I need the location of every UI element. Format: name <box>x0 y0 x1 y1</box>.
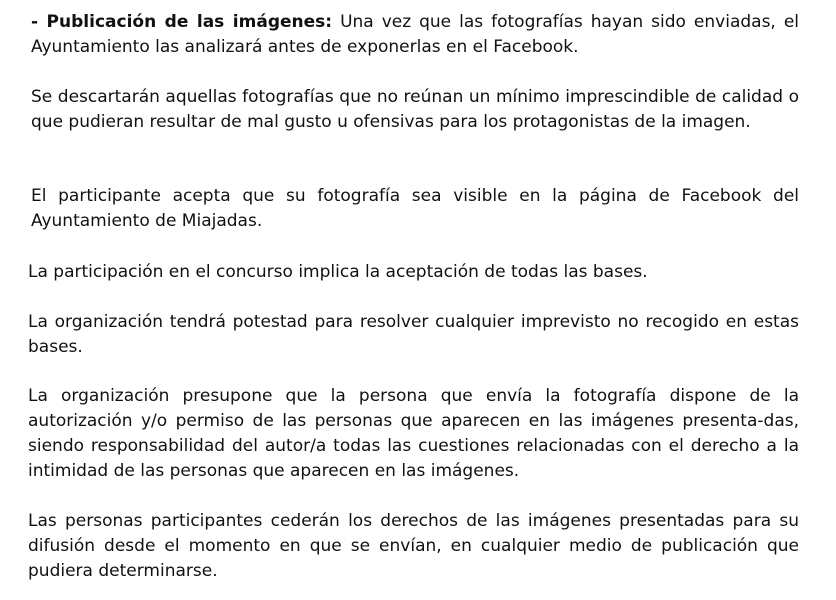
paragraph-publicacion <box>31 10 799 60</box>
paragraph-derechos: Las personas participantes cederán los derechos de las imágenes presentadas para su difusión desde el momento en que se envían, en cualquier medio de publicación que pudiera determinarse. <box>28 511 799 581</box>
paragraph-publicacion-text: Una vez que las fotografías hayan sido enviadas, el Ayuntamiento las analizará antes de exponerlas en el Facebook. <box>31 12 800 57</box>
paragraph-autorizacion: La organización presupone que la persona que envía la fotografía dispone de la autorización y/o permiso de las personas que aparecen en las imágenes presenta-das, siendo responsabilidad del autor/a todas las cuestiones relacionadas con el derecho a la intimidad de las personas que aparecen en las imágenes. <box>28 386 799 481</box>
paragraph-potestad: La organización tendrá potestad para resolver cualquier imprevisto no recogido en estas bases. <box>28 312 799 357</box>
paragraph-aceptacion: La participación en el concurso implica la aceptación de todas las bases. <box>28 262 648 282</box>
paragraph-visibilidad: El participante acepta que su fotografía sea visible en la página de Facebook del Ayuntamiento de Miajadas. <box>31 186 799 231</box>
section-heading: - Publicación de las imágenes: <box>31 12 333 32</box>
paragraph-descarte: Se descartarán aquellas fotografías que no reúnan un mínimo imprescindible de calidad o que pudieran resultar de mal gusto u ofensivas para los protagonistas de la imagen. <box>31 87 799 132</box>
